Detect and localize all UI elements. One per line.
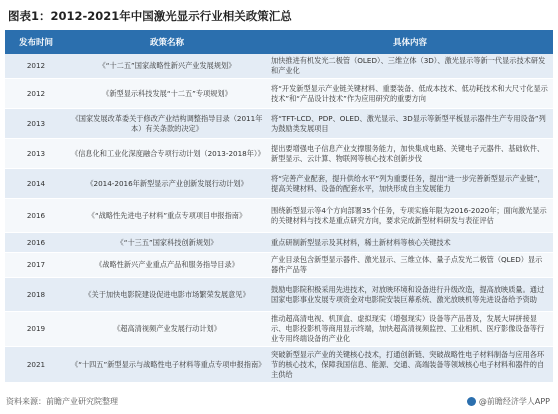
cell-policy-name: 《新型显示科技发展“十二五”专项规划》 — [67, 79, 267, 109]
cell-content: 围绕新型显示等4个方向部署35个任务，专项实施年限为2016-2020年；面向激光显示的关键材料与技术是重点研究方向，要求完成新型材料研发与表征评估 — [267, 199, 553, 233]
cell-content: 将“TFT-LCD、PDP、OLED、激光显示、3D显示等新型平板显示器件生产专用设备”列为鼓励类发展项目 — [267, 109, 553, 139]
cell-year: 2018 — [5, 278, 67, 312]
table-row — [5, 79, 553, 109]
cell-policy-name: 《战略性新兴产业重点产品和服务指导目录》 — [67, 253, 267, 278]
table-row — [5, 233, 553, 253]
cell-policy-name: 《超高清视频产业发展行动计划》 — [67, 312, 267, 347]
chart-title: 图表1：2012-2021年中国激光显示行业相关政策汇总 — [8, 9, 292, 23]
cell-policy-name: 《关于加快电影院建设促进电影市场繁荣发展意见》 — [67, 278, 267, 312]
header-content: 具体内容 — [267, 30, 553, 54]
cell-policy-name: 《“十二五”国家战略性新兴产业发展规划》 — [67, 54, 267, 79]
cell-policy-name: 《2014-2016年新型显示产业创新发展行动计划》 — [67, 169, 267, 199]
brand-credit-text: @前瞻经济学人APP — [478, 397, 550, 406]
cell-year: 2012 — [5, 79, 67, 109]
cell-content: 突破新型显示产业的关键核心技术，打通创新链、突破战略性电子材料制备与应用各环节的核心技术，保障我国信息、能源、交通、高端装备等领域核心电子材料和器件的自主供给 — [267, 347, 553, 383]
table-header-row — [5, 30, 553, 54]
cell-policy-name: 《“战略性先进电子材料”重点专项项目申报指南》 — [67, 199, 267, 233]
policy-table — [5, 30, 553, 383]
table-row — [5, 169, 553, 199]
header-year: 发布时间 — [5, 30, 67, 54]
footer — [6, 394, 552, 410]
cell-year: 2019 — [5, 312, 67, 347]
cell-year: 2013 — [5, 109, 67, 139]
cell-content: 鼓励电影院积极采用先进技术，对放映环境和设备进行升级改造，提高放映质量。通过国家电影事业发展专项资金对电影院安装巨幕系统、激光放映机等先进设备给予资助 — [267, 278, 553, 312]
cell-year: 2013 — [5, 139, 67, 169]
cell-policy-name: 《“十三五”国家科技创新规划》 — [67, 233, 267, 253]
table-row — [5, 54, 553, 79]
header-policy-name: 政策名称 — [67, 30, 267, 54]
cell-year: 2017 — [5, 253, 67, 278]
cell-year: 2014 — [5, 169, 67, 199]
cell-policy-name: 《信息化和工业化深度融合专项行动计划（2013-2018年）》 — [67, 139, 267, 169]
table-row — [5, 347, 553, 383]
cell-content: 重点研制新型显示及其材料，稀土新材料等核心关键技术 — [267, 233, 553, 253]
brand-logo-icon — [467, 397, 476, 406]
table-row — [5, 139, 553, 169]
table-row — [5, 253, 553, 278]
cell-policy-name: 《国家发展改革委关于修改产业结构调整指导目录（2011年本）有关条款的决定》 — [67, 109, 267, 139]
table-row — [5, 278, 553, 312]
source-note: 资料来源：前瞻产业研究院整理 — [6, 397, 118, 406]
cell-year: 2021 — [5, 347, 67, 383]
cell-year: 2016 — [5, 199, 67, 233]
cell-content: 提出要增强电子信息产业支撑服务能力，加快集成电路、关键电子元器件、基础软件、新型显示、云计算、物联网等核心技术创新步伐 — [267, 139, 553, 169]
table-row — [5, 199, 553, 233]
cell-year: 2012 — [5, 54, 67, 79]
table-row — [5, 109, 553, 139]
cell-content: 推动超高清电视、机顶盒、虚拟现实（增强现实）设备等产品普及，发展大屏拼接显示、电影投影机等商用显示终端，加快超高清视频监控、工业相机、医疗影像设备等行业专用终端设备的产业化 — [267, 312, 553, 347]
cell-content: 加快推进有机发光二极管（OLED）、三维立体（3D）、激光显示等新一代显示技术研发和产业化 — [267, 54, 553, 79]
table-row — [5, 312, 553, 347]
cell-content: 产业目录包含新型显示器件、激光显示、三维立体、量子点发光二极管（QLED）显示器件产品等 — [267, 253, 553, 278]
brand-credit — [467, 394, 550, 410]
cell-year: 2016 — [5, 233, 67, 253]
cell-content: 将“开发新型显示产业链关键材料、重要装备、低成本技术、低功耗技术和大尺寸化显示技术”和“产品设计技术”作为应用研究的重要方向 — [267, 79, 553, 109]
cell-policy-name: 《“十四五”新型显示与战略性电子材料等重点专项申报指南》 — [67, 347, 267, 383]
cell-content: 将“完善产业配套，提升供给水平”列为重要任务，提出“进一步完善新型显示产业链”，提高关键材料、设备的配套水平，加快形成自主发展能力 — [267, 169, 553, 199]
